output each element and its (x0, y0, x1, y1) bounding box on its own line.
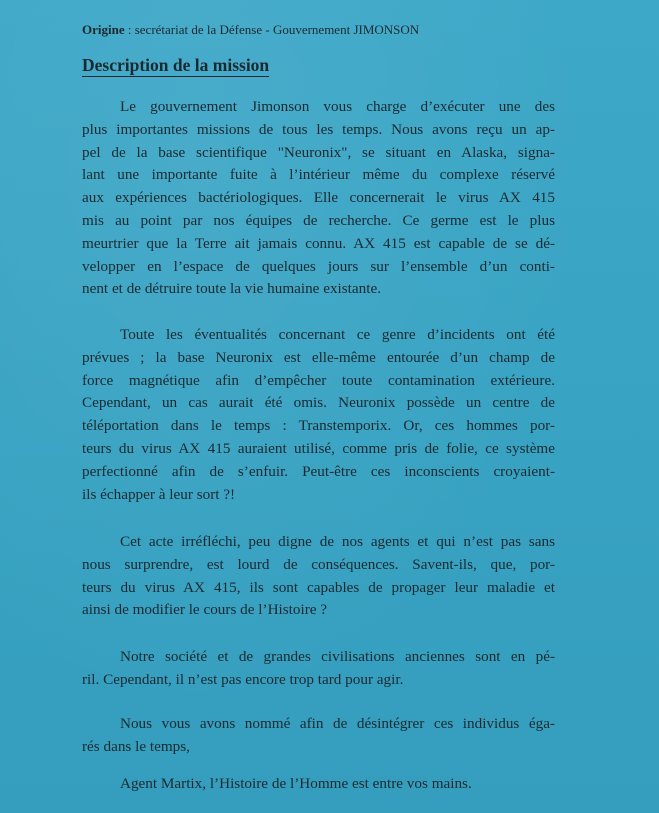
text-line: Cet acte irréfléchi, peu digne de nos agents et qui n’est pas sans (120, 533, 555, 550)
text-line: mis au point par nos équipes de recherche. Ce germe est le plus (82, 211, 555, 229)
text-line: Le gouvernement Jimonson vous charge d’exécuter une des (120, 98, 555, 115)
text-line: nent et de détruire toute la vie humaine existante. (82, 280, 381, 298)
text-line: ils échapper à leur sort ?! (82, 485, 236, 503)
text-line: teurs du virus AX 415 auraient utilisé, comme pris de folie, ce système (82, 439, 555, 457)
origin-line (82, 22, 419, 38)
text-line: perfectionné afin de s’enfuir. Peut-être ces inconscients croyaient- (82, 462, 555, 480)
text-line: teurs du virus AX 415, ils sont capables de propager leur maladie et (82, 578, 555, 596)
text-line: lant une importante fuite à l’intérieur même du complexe réservé (82, 166, 555, 184)
paragraph-5 (82, 713, 555, 759)
text-line: Notre société et de grandes civilisations anciennes sont en pé- (120, 648, 555, 665)
section-title: Description de la mission (82, 55, 270, 75)
paragraph-3 (82, 531, 555, 622)
paragraph-6 (82, 773, 555, 796)
paragraph-4 (82, 646, 555, 692)
text-line: nous surprendre, est lourd de conséquences. Savent-ils, que, por- (82, 555, 555, 573)
text-line: ril. Cependant, il n’est pas encore trop tard pour agir. (82, 670, 404, 688)
text-line: force magnétique afin d’empêcher toute contamination extérieure. (82, 371, 555, 389)
text-line: prévues ; la base Neuronix est elle-même entourée d’un champ de (82, 348, 555, 366)
origin-text: : secrétariat de la Défense - Gouvernement JIMONSON (124, 22, 420, 37)
paragraph-1 (82, 96, 555, 301)
origin-label: Origine (82, 22, 125, 37)
closing-line: Agent Martix, l’Histoire de l’Homme est entre vos mains. (120, 775, 472, 792)
text-line: rés dans le temps, (82, 737, 190, 755)
paragraph-2 (82, 324, 555, 506)
text-line: Toute les éventualités concernant ce genre d’incidents ont été (120, 326, 555, 343)
text-line: aux expériences bactériologiques. Elle concernerait le virus AX 415 (82, 189, 555, 207)
text-line: ainsi de modifier le cours de l’Histoire ? (82, 601, 328, 619)
text-line: Cependant, un cas aurait été omis. Neuronix possède un centre de (82, 394, 555, 412)
text-line: Nous vous avons nommé afin de désintégrer ces individus éga- (120, 715, 555, 732)
text-line: meurtrier que la Terre ait jamais connu. AX 415 est capable de se dé- (82, 234, 555, 252)
text-line: pel de la base scientifique "Neuronix", se situant en Alaska, signa- (82, 143, 555, 161)
text-line: plus importantes missions de tous les temps. Nous avons reçu un ap- (82, 120, 555, 138)
text-line: téléportation dans le temps : Transtemporix. Or, ces hommes por- (82, 417, 555, 435)
text-line: velopper en l’espace de quelques jours sur l’ensemble d’un conti- (82, 257, 555, 275)
